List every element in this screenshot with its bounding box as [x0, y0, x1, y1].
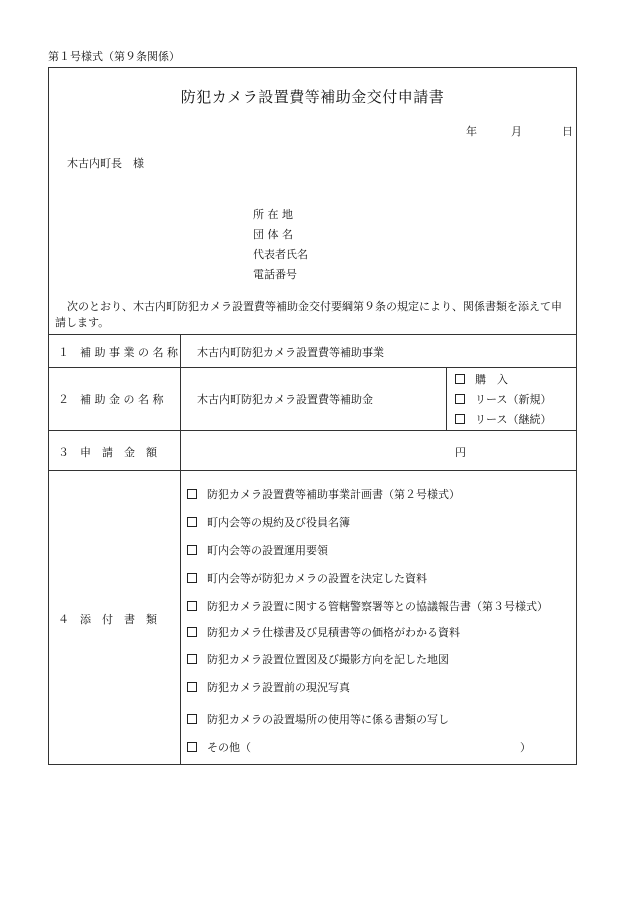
date-month: 月	[511, 125, 522, 138]
applicant-phone-label: 電話番号	[253, 268, 297, 281]
other-close-paren: ）	[520, 741, 531, 754]
date-day: 日	[562, 125, 573, 138]
applicant-representative-label: 代表者氏名	[253, 248, 308, 261]
row-amount-label: ３ 申 請 金 額	[58, 446, 157, 459]
applicant-address-label: 所 在 地	[253, 208, 293, 221]
date-year: 年	[466, 125, 477, 138]
checkbox-icon[interactable]	[187, 714, 197, 724]
row-divider	[49, 470, 576, 471]
option-lease-renewal[interactable]: リース（継続）	[455, 411, 551, 427]
intro-paragraph: 次のとおり、木古内町防犯カメラ設置費等補助金交付要綱第９条の規定により、関係書類を添えて申請します。	[55, 300, 562, 329]
checkbox-icon[interactable]	[187, 601, 197, 611]
checkbox-icon[interactable]	[187, 742, 197, 752]
checkbox-icon[interactable]	[455, 394, 465, 404]
attachment-item[interactable]: 町内会等の設置運用要領	[187, 542, 328, 558]
column-divider	[180, 334, 181, 765]
row-attachments-label: ４ 添 付 書 類	[58, 613, 157, 626]
attachment-item[interactable]: 町内会等の規約及び役員名簿	[187, 514, 350, 530]
attachment-item[interactable]: 防犯カメラ設置位置図及び撮影方向を記した地図	[187, 651, 449, 667]
checkbox-icon[interactable]	[187, 545, 197, 555]
amount-unit: 円	[455, 446, 466, 459]
attachment-item[interactable]: 町内会等が防犯カメラの設置を決定した資料	[187, 570, 427, 586]
addressee: 木古内町長 様	[67, 157, 144, 170]
application-form	[48, 67, 577, 765]
row-divider	[49, 367, 576, 368]
form-number-label: 第１号様式（第９条関係）	[48, 50, 180, 63]
project-name: 木古内町防犯カメラ設置費等補助事業	[197, 346, 384, 359]
option-purchase[interactable]: 購 入	[455, 371, 508, 387]
applicant-group-name-label: 団 体 名	[253, 228, 293, 241]
checkbox-icon[interactable]	[187, 627, 197, 637]
checkbox-icon[interactable]	[187, 573, 197, 583]
form-title: 防犯カメラ設置費等補助金交付申請書	[180, 88, 445, 106]
checkbox-icon[interactable]	[187, 682, 197, 692]
table-top-border	[49, 334, 576, 335]
option-lease-new[interactable]: リース（新規）	[455, 391, 551, 407]
checkbox-icon[interactable]	[187, 517, 197, 527]
attachment-item[interactable]: 防犯カメラ設置費等補助事業計画書（第２号様式）	[187, 486, 460, 502]
attachment-item-other[interactable]: その他（	[187, 739, 251, 755]
row-subsidy-label: ２ 補 助 金 の 名 称	[58, 393, 164, 406]
attachment-item[interactable]: 防犯カメラ設置に関する管轄警察署等との協議報告書（第３号様式）	[187, 598, 548, 614]
option-column-divider	[446, 367, 447, 430]
checkbox-icon[interactable]	[187, 489, 197, 499]
checkbox-icon[interactable]	[455, 374, 465, 384]
row-divider	[49, 430, 576, 431]
row-project-label: １ 補 助 事 業 の 名 称	[58, 346, 178, 359]
attachment-item[interactable]: 防犯カメラ仕様書及び見積書等の価格がわかる資料	[187, 624, 460, 640]
checkbox-icon[interactable]	[455, 414, 465, 424]
attachment-item[interactable]: 防犯カメラ設置前の現況写真	[187, 679, 350, 695]
attachment-item[interactable]: 防犯カメラの設置場所の使用等に係る書類の写し	[187, 711, 449, 727]
subsidy-name: 木古内町防犯カメラ設置費等補助金	[197, 393, 373, 406]
checkbox-icon[interactable]	[187, 654, 197, 664]
